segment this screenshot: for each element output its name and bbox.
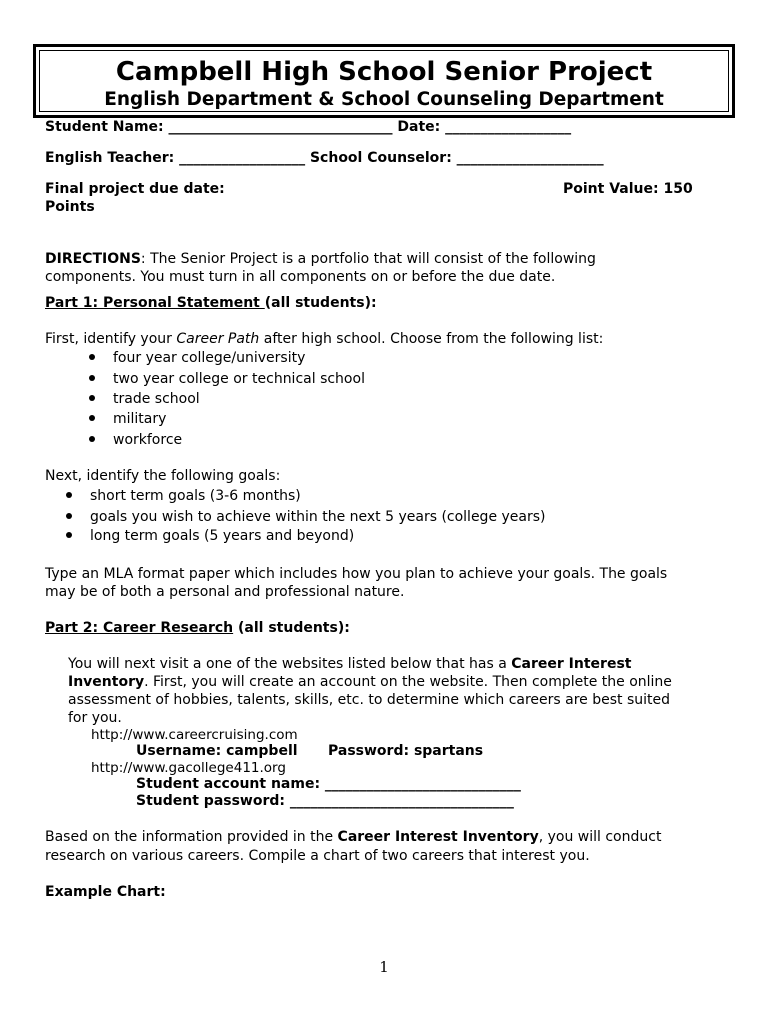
list-item xyxy=(89,390,200,408)
goals-intro: Next, identify the following goals: xyxy=(45,468,281,484)
goal-item: long term goals (5 years and beyond) xyxy=(90,528,355,544)
p2-post: . First, you will create an account on the website. Then complete the online xyxy=(144,674,672,690)
website-link-gacollege411[interactable]: http://www.gacollege411.org xyxy=(91,760,286,776)
part2-para-line-2 xyxy=(68,673,672,691)
bullet-icon xyxy=(89,436,95,442)
points-label: Points xyxy=(45,199,95,215)
bullet-icon xyxy=(89,375,95,381)
career-path-item: four year college/university xyxy=(113,350,306,366)
part1-heading-suffix: (all students): xyxy=(264,295,377,311)
based-post: , you will conduct xyxy=(538,829,662,845)
part2-heading-title: Part 2: Career Research xyxy=(45,620,234,636)
career-path-item: trade school xyxy=(113,391,200,407)
bullet-icon xyxy=(89,354,95,360)
based-pre: Based on the information provided in the xyxy=(45,829,338,845)
point-value: Point Value: 150 xyxy=(563,181,693,197)
bullet-icon xyxy=(66,492,72,498)
p1-pre: You will next visit a one of the websites listed below that has a xyxy=(68,656,512,672)
password-text: Password: spartans xyxy=(328,743,484,759)
career-path-item: workforce xyxy=(113,432,183,448)
bullet-icon xyxy=(66,532,72,538)
part2-heading xyxy=(45,619,350,637)
list-item xyxy=(66,508,546,526)
based-on-line-1 xyxy=(45,828,661,846)
list-item xyxy=(89,370,365,388)
list-item xyxy=(89,431,182,449)
example-chart-label: Example Chart: xyxy=(45,884,166,900)
website-link-careercruising[interactable]: http://www.careercruising.com xyxy=(91,727,298,743)
list-item xyxy=(66,527,354,545)
student-password-field: Student password: ________________________________ xyxy=(136,793,514,809)
mla-line-2: may be of both a personal and professional nature. xyxy=(45,584,405,600)
directions-text-1: : The Senior Project is a portfolio that will consist of the following xyxy=(140,251,596,267)
intro-post: after high school. Choose from the following list: xyxy=(259,331,604,347)
list-item xyxy=(89,349,305,367)
part2-para-line-3: assessment of hobbies, talents, skills, etc. to determine which careers are best suited xyxy=(68,692,671,708)
directions-line-1 xyxy=(45,250,596,268)
mla-line-1: Type an MLA format paper which includes how you plan to achieve your goals. The goals xyxy=(45,566,668,582)
based-on-line-2: research on various careers. Compile a chart of two careers that interest you. xyxy=(45,848,590,864)
english-teacher-field: English Teacher: __________________ School Counselor: _____________________ xyxy=(45,150,604,166)
list-item xyxy=(66,487,301,505)
goal-item: short term goals (3-6 months) xyxy=(90,488,301,504)
part1-heading xyxy=(45,294,377,312)
header-box xyxy=(33,44,735,118)
student-name-field: Student Name: ________________________________ Date: __________________ xyxy=(45,119,572,135)
bullet-icon xyxy=(89,395,95,401)
part1-heading-title: Part 1: Personal Statement xyxy=(45,295,265,311)
directions-line-2: components. You must turn in all components on or before the due date. xyxy=(45,269,556,285)
header-inner-border xyxy=(39,50,729,112)
career-path-item: military xyxy=(113,411,167,427)
bullet-icon xyxy=(89,415,95,421)
page-number: 1 xyxy=(379,958,389,976)
p1-bold: Career Interest xyxy=(511,656,632,672)
part2-heading-suffix: (all students): xyxy=(233,620,350,636)
document-title: Campbell High School Senior Project xyxy=(115,57,653,87)
directions-label: DIRECTIONS xyxy=(45,251,141,267)
part2-para-line-1 xyxy=(68,655,631,673)
career-path-item: two year college or technical school xyxy=(113,371,365,387)
intro-italic: Career Path xyxy=(176,331,260,347)
bullet-icon xyxy=(66,513,72,519)
part2-para-line-4: for you. xyxy=(68,710,122,726)
due-date-field: Final project due date: xyxy=(45,181,225,197)
career-path-intro xyxy=(45,330,603,348)
list-item xyxy=(89,410,166,428)
based-bold: Career Interest Inventory xyxy=(337,829,539,845)
goal-item: goals you wish to achieve within the next 5 years (college years) xyxy=(90,509,546,525)
intro-pre: First, identify your xyxy=(45,331,177,347)
p2-bold: Inventory xyxy=(68,674,145,690)
document-subtitle: English Department & School Counseling Department xyxy=(104,89,664,110)
username-text: Username: campbell xyxy=(136,743,298,759)
student-account-name-field: Student account name: ____________________________ xyxy=(136,776,521,792)
